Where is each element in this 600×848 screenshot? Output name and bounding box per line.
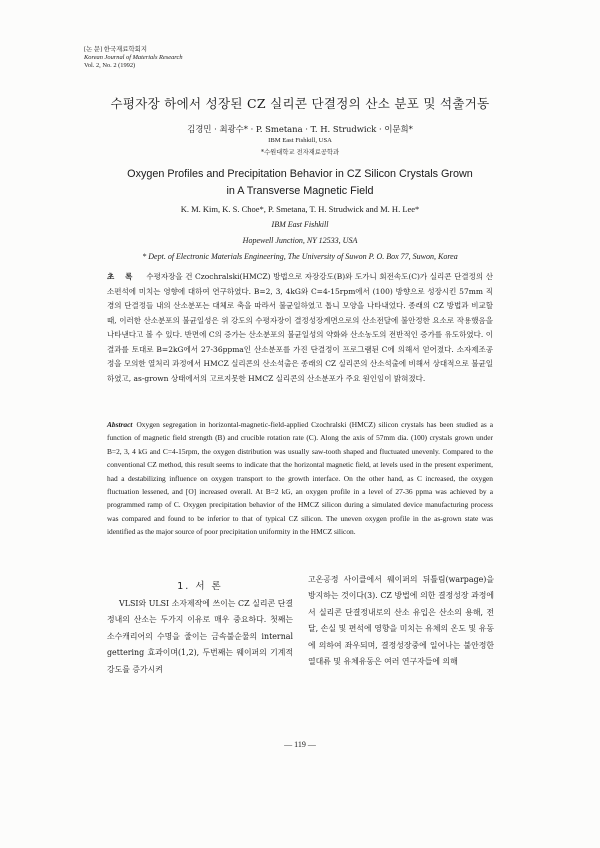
abstract-english <box>107 418 493 539</box>
authors-english: K. M. Kim, K. S. Choe*, P. Smetana, T. H. Strudwick and M. H. Lee* <box>180 204 420 214</box>
body-paragraph-continued: 고온공정 사이클에서 웨이퍼의 뒤틀림(warpage)을 방지하는 것이다(3). CZ 방법에 의한 결정성장 과정에서 실리콘 단결정내로의 산소 유입은 산소의 용해, 전달, 손실 및 편석에 영향을 미치는 유체의 온도 및 유동에 의하여 좌우되며, 결정성장중에 일어나는 불안정한 열대류 및 유체유동은 여러 연구자들에 의해 <box>308 575 494 667</box>
abstract-korean-text: 수평자장을 건 Czochralski(HMCZ) 방법으로 자장강도(B)와 도가니 회전속도(C)가 실리콘 단결정의 산소편석에 미치는 영향에 대하여 연구하였다. B=2, 3, 4kG와 C=4-15rpm에서 (100) 방향으로 성장시킨 57mm 직경의 단결정들 내의 산소분포는 대체로 축을 따라서 불균일하였고 톱니 모양을 나타내었다. 종래의 CZ 방법과 비교할 때, 이러한 산소분포의 불균일성은 위 강도의 수평자장이 결정성장계면으로의 산소전달에 불안정한 요소로 작용했음을 나타낸다고 볼 수 있다. 반면에 C의 증가는 산소분포의 불균일성의 약화와 산소농도의 전반적인 증가를 유도하였다. 이 결과를 토대로 B=2kG에서 27-36ppma인 산소분포를 가진 단결정이 프로그램된 C에 의해서 얻어졌다. 소자제조공정을 모의한 열처리 과정에서 HMCZ 실리콘의 산소석출은 종래의 CZ 실리콘의 산소석출에 비해서 상대적으로 불균일하였고, as-grown 상태에서의 고르지못한 HMCZ 실리콘의 산소분포가 주요 원인임이 밝혀졌다. <box>107 272 493 383</box>
title-korean: 수평자장 하에서 성장된 CZ 실리콘 단결정의 산소 분포 및 석출거동 <box>110 96 490 111</box>
body-paragraph: VLSI와 ULSI 소자제작에 쓰이는 CZ 실리콘 단결정내의 산소는 두가지 이유로 매우 중요하다. 첫째는 소수캐리어의 수명을 줄이는 금속불순물의 internal gettering 효과이며(1,2), 두번째는 웨이퍼의 기계적 강도를 증가시켜 <box>107 599 293 674</box>
body-column-left <box>107 596 293 678</box>
abstract-english-text: Oxygen segregation in horizontal-magnetic-field-applied Czochralski (HMCZ) silicon crystals has been studied as a function of magnetic field strength (B) and crucible rotation rate (C). Along the axis of 57mm dia. (100) crystals grown under B=2, 3, 4 kG and C=4-15rpm, the oxygen distribution was usually saw-tooth shaped and fluctuated unevenly. Compared to the conventional CZ method, this result seems to indicate that the horizontal magnetic field, at levels used in the present experiment, had a destabilizing influence on oxygen transport to the growth interface. On the other hand, as C increased, the oxygen fluctuation lessened, and [O] increased overall. At B=2 kG, an oxygen profile in a level of 27-36 ppma was achieved by a programmed ramp of C. Oxygen precipitation behavior of the HMCZ silicon during a simulated device manufacturing process was compared and found to be inferior to that of typical CZ silicon. The uneven oxygen profile in the as-grown state was identified as the major source of poor precipitation uniformity in the HMCZ silicon. <box>107 420 493 537</box>
affiliation-english-3: * Dept. of Electronic Materials Engineering, The University of Suwon P. O. Box 77, Suwon, Korea <box>142 252 458 261</box>
abstract-korean-label: 초 록 <box>107 272 137 281</box>
affiliation-english-2: Hopewell Junction, NY 12533, USA <box>242 236 358 245</box>
journal-name-en: Korean Journal of Materials Research <box>84 54 183 61</box>
title-english-line-2: in A Transverse Magnetic Field <box>226 185 374 197</box>
abstract-korean <box>107 270 493 386</box>
journal-name-ko: [논 문] 한국재료학회지 <box>84 46 148 53</box>
authors-korean: 김경민 · 최광수* · P. Smetana · T. H. Strudwick · 이문희* <box>187 124 413 134</box>
affiliation-english-1: IBM East Fishkill <box>271 220 329 229</box>
page-number: — 119 — <box>284 740 316 749</box>
affiliation-korean-2: *수원대학교 전자재료공학과 <box>260 149 340 156</box>
abstract-english-label: Abstract <box>107 420 133 429</box>
title-english <box>0 166 600 200</box>
body-column-right <box>308 572 494 670</box>
journal-volume: Vol. 2, No. 2 (1992) <box>84 62 136 69</box>
section-heading: 1. 서 론 <box>177 581 223 592</box>
journal-header <box>84 46 183 70</box>
title-english-line-1: Oxygen Profiles and Precipitation Behavior in CZ Silicon Crystals Grown <box>127 168 473 180</box>
affiliation-korean-1: IBM East Fishkill, USA <box>268 137 332 144</box>
